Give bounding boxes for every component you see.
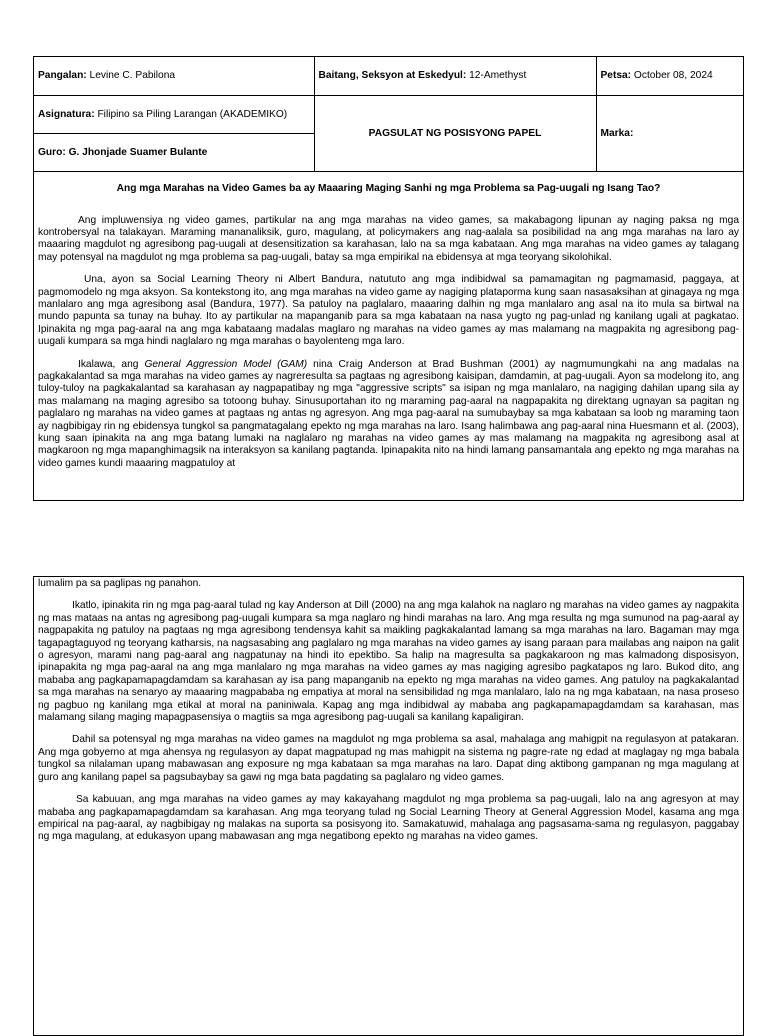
name-value: Levine C. Pabilona bbox=[89, 70, 176, 82]
page-2 bbox=[33, 576, 744, 1036]
date-cell bbox=[596, 57, 744, 95]
subject-label: Asignatura: bbox=[38, 108, 95, 120]
paragraph-3 bbox=[38, 359, 739, 471]
section-label: Baitang, Seksyon at Eskedyul: bbox=[318, 70, 467, 82]
date-label: Petsa: bbox=[600, 70, 632, 82]
essay-body-page-2 bbox=[34, 578, 743, 844]
subject-cell bbox=[34, 95, 314, 133]
section-value: 12-Amethyst bbox=[469, 70, 527, 82]
teacher-cell bbox=[34, 133, 314, 171]
grade-cell bbox=[596, 95, 744, 171]
paragraph-4: Ikatlo, ipinakita rin ng mga pag-aaral tulad ng kay Anderson at Dill (2000) na ang mga kalahok na naglaro ng marahas na video games ay nagpakita ng mas mataas na antas ng agresibong pag-uugali kumpara sa mga naglaro ng hindi marahas na laro. Ang mga resulta ng mga sumunod na pag-aaral ay nagpapakita ng patuloy na pagtaas ng mga agresibong tendensya kahit sa maikling pagkakalantad lamang sa mga marahas na laro. Bagaman may mga tagapagtaguyod ng teoryang katharsis, na nagsasabing ang paglalaro ng mga marahas na video games ay isang paraan para mailabas ang naipon na galit o agresyon, marami nang pag-aaral ang nagpatunay na hindi ito epektibo. Sa halip na magresulta sa pagkakaroon ng mas kalmadong disposisyon, ipinapakita ng mga pag-aaral na ang mga manlalaro ng mga marahas na video games ay mas nagiging agresibo pagkatapos ng laro. Bukod dito, ang mababa ang pagkapamapagdamdam sa karahasan ay isa pang mapanganib na epekto ng mga marahas na video games. Ang patuloy na pagkakalantad sa mga marahas na senaryo ay maaaring magpababa ng empatiya at moral na sensibilidad ng mga manlalaro, lalo na ng mga kabataan, na nasa proseso ng pagbuo ng kanilang mga etikal at moral na paniniwala. Kapag ang mga indibidwal ay mababa ang pagkapamapagdamdam sa karahasan, mas malamang silang maging mapagpasensiya o magtiis sa mga agresibong pag-uugali sa kanilang kapaligiran. bbox=[38, 600, 739, 724]
paragraph-1: Ang impluwensiya ng video games, partikular na ang mga marahas na video games, sa makabagong lipunan ay naging paksa ng mga kontrobersyal na talakayan. Maraming mananaliksik, guro, magulang, at policymakers ang nag-aalala sa posibilidad na ang mga marahas na laro ay maaaring magdulot ng agresibong pag-uugali at desensitization sa karahasan, lalo na sa mga kabataan. Ang mga marahas na video games ay talagang may potensyal na magdulot ng mga problema sa pag-uugali, batay sa mga empirikal na ebidensya at mga teoryang sikolohikal. bbox=[38, 214, 739, 263]
section-cell bbox=[314, 57, 596, 95]
paragraph-2: Una, ayon sa Social Learning Theory ni Albert Bandura, natututo ang mga indibidwal sa pamamagitan ng pagmamasid, paggaya, at pagmomodelo ng mga aksyon. Sa kontekstong ito, ang mga marahas na video game ay nagiging plataporma kung saan nasasaksihan at ginagaya ng mga manlalaro ang mga agresibong asal (Bandura, 1977). Sa patuloy na paglalaro, maaaring dalhin ng mga manlalaro ang asal na ito mula sa birtwal na mundo papunta sa tunay na buhay. Ito ay partikular na mapanganib para sa mga kabataan na nasa yugto ng pag-unlad ng kanilang ugali at pagkatao. Ipinakita ng mga pag-aaral na ang mga kabataang madalas maglaro ng marahas na video games ay mas malamang na magpakita ng agresibong pag-uugali kumpara sa mga hindi naglalaro ng mga marahas o bayolenteng mga laro. bbox=[38, 274, 739, 348]
paragraph-3-rest: nina Craig Anderson at Brad Bushman (2001) ay nagmumungkahi na ang madalas na pagkakalantad sa mga marahas na video games ay nagreresulta sa pagtaas ng agresibong kaisipan, damdamin, at pag-uugali. Ayon sa modelong ito, ang tuloy-tuloy na pagkakalantad sa karahasan ay nagpapatibay ng mga "aggressive scripts" sa isipan ng mga manlalaro, na nagiging dahilan upang sila ay mas malamang na maging agresibo sa totoong buhay. Sinusuportahan ito ng maraming pag-aaral na nagpapakita ng direktang ugnayan sa pagitan ng paglalaro ng marahas na video games at pagtaas ng antas ng agresyon. Ang mga pag-aaral na sumubaybay sa mga kabataan sa loob ng maraming taon ay nagbibigay rin ng ebidensya tungkol sa pangmatagalang epekto ng mga marahas na laro. Isang halimbawa ang pag-aaral nina Huesmann et al. (2003), kung saan ipinakita na ang mga batang lumaki na naglalaro ng marahas na video games ay mas malamang na magpakita ng agresibong asal at magkaroon ng mga mapanghimagsik na interaksyon sa kanilang pagtanda. Ipinapakita nito na hindi lamang pansamantala ang epekto ng mga marahas na video games kundi maaaring magpatuloy at bbox=[38, 358, 740, 469]
paragraph-5: Dahil sa potensyal ng mga marahas na video games na magdulot ng mga problema sa asal, mahalaga ang mahigpit na regulasyon at patakaran. Ang mga gobyerno at mga ahensya ng regulasyon ay dapat magpatupad ng mas mahigpit na sistema ng pagre-rate ng edad at maglagay ng mga babala tungkol sa nilalaman upang mabawasan ang exposure ng mga kabataan sa mga marahas na laro. Dapat ding aktibong gampanan ng mga magulang at guro ang kanilang papel sa pagsubaybay sa gawi ng mga bata pagdating sa paglalaro ng video games. bbox=[38, 734, 739, 783]
paragraph-3-start: Ikalawa, ang bbox=[78, 358, 145, 370]
paragraph-6: Sa kabuuan, ang mga marahas na video games ay may kakayahang magdulot ng mga problema sa pag-uugali, lalo na ang agresyon at may mababa ang pagkapamapagdamdam sa karahasan. Ang mga teoryang tulad ng Social Learning Theory at General Aggression Model, kasama ang mga empirical na pag-aaral, ay nagbibigay ng malakas na suporta sa posisyong ito. Samakatuwid, mahalaga ang pagsasama-sama ng regulasyon, paggabay ng mga magulang, at edukasyon upang mabawasan ang mga negatibong epekto ng marahas na video games. bbox=[38, 794, 739, 843]
header-table bbox=[34, 57, 744, 172]
essay-body-page-1 bbox=[34, 215, 743, 471]
teacher-value: G. Jhonjade Suamer Bulante bbox=[68, 146, 208, 158]
grade-label: Marka: bbox=[600, 127, 634, 139]
paragraph-3-continued: lumalim pa sa paglipas ng panahon. bbox=[38, 578, 202, 589]
activity-title: PAGSULAT NG POSISYONG PAPEL bbox=[314, 95, 596, 171]
name-cell bbox=[34, 57, 314, 95]
essay-title: Ang mga Marahas na Video Games ba ay Maaaring Maging Sanhi ng mga Problema sa Pag-uugali ng Isang Tao? bbox=[116, 182, 661, 194]
date-value: October 08, 2024 bbox=[633, 70, 713, 82]
teacher-label: Guro: bbox=[38, 146, 66, 158]
paragraph-3-model-name: General Aggression Model (GAM) bbox=[144, 358, 308, 370]
name-label: Pangalan: bbox=[38, 70, 87, 82]
subject-value: Filipino sa Piling Larangan (AKADEMIKO) bbox=[97, 108, 288, 120]
page-1 bbox=[33, 56, 744, 501]
